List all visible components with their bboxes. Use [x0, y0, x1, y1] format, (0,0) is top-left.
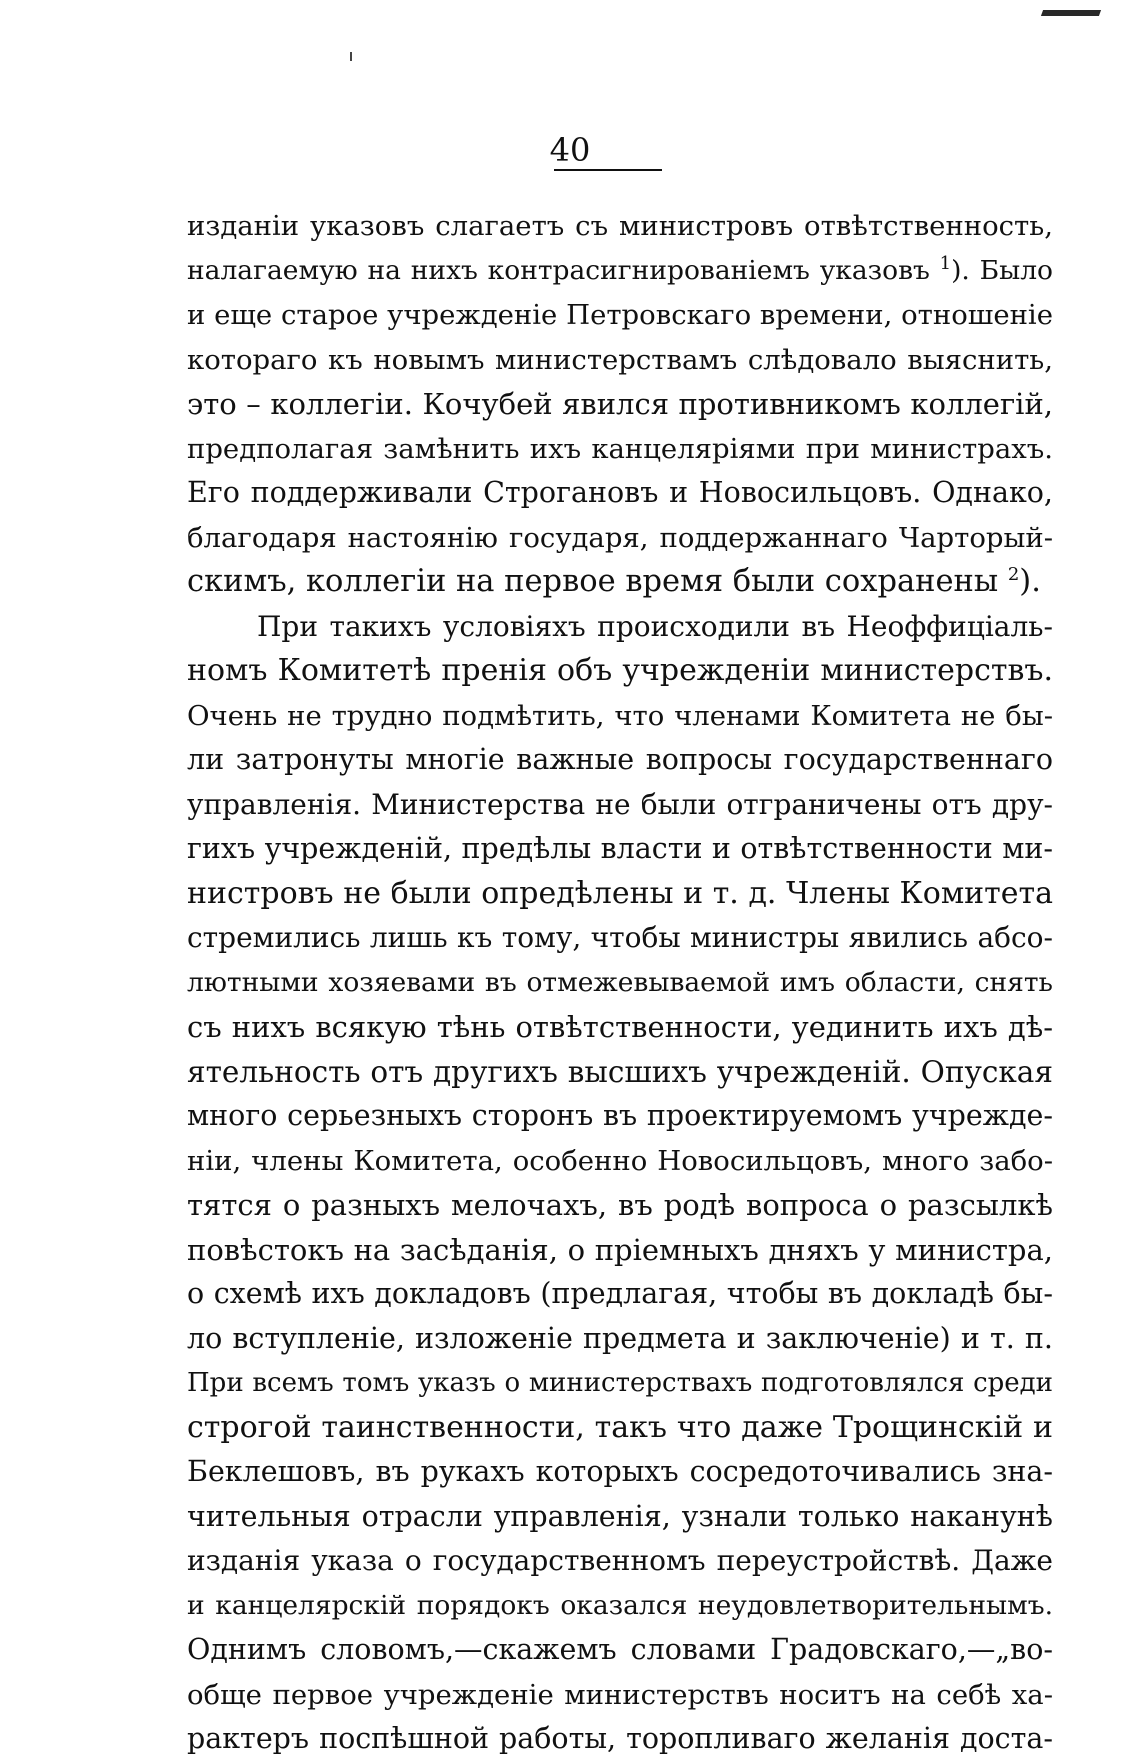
text-line: ли затронуты многіе важные вопросы государственнаго — [187, 743, 1053, 776]
text-line: стремились лишь къ тому, чтобы министры явились абсо- — [187, 921, 1053, 954]
text-line: много серьезныхъ сторонъ въ проектируемомъ учрежде- — [187, 1099, 1053, 1132]
text-line: предполагая замѣнить ихъ канцеляріями при министрахъ. — [187, 432, 1053, 465]
scan-artifact-mark — [1041, 10, 1101, 16]
text-line: Однимъ словомъ,—скажемъ словами Градовскаго,—„во- — [187, 1633, 1053, 1666]
text-line: Беклешовъ, въ рукахъ которыхъ сосредоточивались зна- — [187, 1455, 1053, 1488]
text-line: изданіи указовъ слагаетъ съ министровъ отвѣтственность, — [187, 210, 1053, 242]
body-text — [187, 204, 1053, 1762]
text-line: номъ Комитетѣ пренія объ учрежденіи министерствъ. — [187, 653, 1053, 688]
text-line: Его поддерживали Строгановъ и Новосильцовъ. Однако, — [187, 476, 1053, 509]
text-line: ятельность отъ другихъ высшихъ учрежденій. Опуская — [187, 1054, 1053, 1089]
text-line: строгой таинственности, такъ что даже Трощинскій и — [187, 1409, 1053, 1445]
text-line: съ нихъ всякую тѣнь отвѣтственности, уединить ихъ дѣ- — [187, 1010, 1053, 1044]
footnote-ref: 1 — [939, 252, 952, 274]
text-line: обще первое учрежденіе министерствъ носитъ на себѣ ха- — [187, 1678, 1053, 1711]
text-line: о схемѣ ихъ докладовъ (предлагая, чтобы въ докладѣ бы- — [187, 1277, 1053, 1310]
text-line: изданія указа о государственномъ переустройствѣ. Даже — [187, 1544, 1053, 1577]
text-line: лютными хозяевами въ отмежевываемой имъ области, снять — [187, 966, 1053, 998]
text-line: налагаемую на нихъ контрасигнированіемъ указовъ $^1$). Было — [187, 252, 1053, 286]
footnote-ref: 2 — [1007, 563, 1020, 585]
text-line: это – коллегіи. Кочубей явился противникомъ коллегій, — [187, 387, 1053, 421]
text-line: При всемъ томъ указъ о министерствахъ подготовлялся среди — [187, 1368, 1053, 1398]
text-line: котораго къ новымъ министерствамъ слѣдовало выяснить, — [187, 343, 1053, 376]
text-line: гихъ учрежденій, предѣлы власти и отвѣтственности ми- — [187, 832, 1053, 865]
text-line: Очень не трудно подмѣтить, что членами Комитета не бы- — [187, 699, 1053, 732]
text-line: чительныя отрасли управленія, узнали только наканунѣ — [187, 1499, 1053, 1533]
text-line: и еще старое учрежденіе Петровскаго времени, отношеніе — [187, 299, 1053, 331]
text-line: тятся о разныхъ мелочахъ, въ родѣ вопроса о разсылкѣ — [187, 1188, 1053, 1222]
text-line: рактеръ поспѣшной работы, торопливаго желанія доста- — [187, 1722, 1053, 1755]
text-line: и канцелярскій порядокъ оказался неудовлетворительнымъ. — [187, 1589, 1053, 1621]
page-number-rule — [554, 169, 662, 171]
text-line: нистровъ не были опредѣлены и т. д. Члены Комитета — [187, 875, 1053, 911]
scan-artifact-speck — [350, 52, 352, 61]
text-line: ло вступленіе, изложеніе предмета и заключеніе) и т. п. — [187, 1321, 1053, 1355]
text-line: управленія. Министерства не были отграничены отъ дру- — [187, 787, 1053, 821]
text-line: При такихъ условіяхъ происходили въ Неоффиціаль- — [257, 609, 1053, 643]
text-line: повѣстокъ на засѣданія, о пріемныхъ дняхъ у министра, — [187, 1232, 1053, 1267]
text-line: ніи, члены Комитета, особенно Новосильцовъ, много забо- — [187, 1144, 1053, 1177]
text-line: скимъ, коллегіи на первое время были сохранены $^2$). — [187, 563, 1041, 599]
text-line: благодаря настоянію государя, поддержаннаго Чарторый- — [187, 521, 1053, 554]
page-number: 40 — [549, 131, 591, 169]
